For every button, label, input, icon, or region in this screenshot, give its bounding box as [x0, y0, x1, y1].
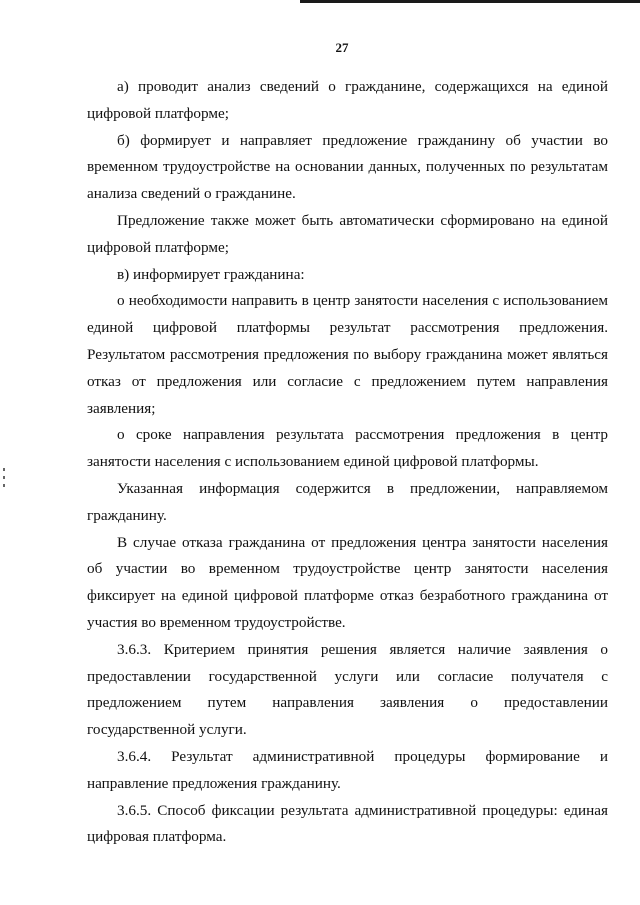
- paragraph-item-a: а) проводит анализ сведений о гражданине, содержащихся на единой цифровой платформе;: [87, 78, 608, 122]
- paragraph-deadline: о сроке направления результата рассмотрения предложения в центр занятости населения с использованием единой цифровой платформы.: [87, 426, 608, 471]
- scan-margin-mark: [3, 484, 5, 487]
- paragraph-refusal: В случае отказа гражданина от предложения центра занятости населения об участии во временном трудоустройстве центр занятости населения фиксирует на единой цифровой платформе отказ безработного гражданина от участия во временном трудоустройстве.: [87, 533, 608, 631]
- paragraph-3-6-5: 3.6.5. Способ фиксации результата административной процедуры: единая цифровая платформа.: [87, 801, 608, 846]
- page-number: 27: [335, 40, 349, 55]
- scan-margin-mark: [3, 468, 5, 471]
- paragraph-3-6-4: 3.6.4. Результат административной процедуры формирование и направление предложения гражданину.: [87, 747, 608, 792]
- scan-margin-mark: [3, 476, 5, 479]
- paragraph-3-6-3: 3.6.3. Критерием принятия решения является наличие заявления о предоставлении государственной услуги или согласие получателя с предложением путем направления заявления о предоставлении государственной услуги.: [87, 640, 608, 739]
- paragraph-auto-proposal: Предложение также может быть автоматически сформировано на единой цифровой платформе;: [87, 211, 608, 256]
- document-body: [87, 74, 608, 851]
- paragraph-info-contained: Указанная информация содержится в предложении, направляемом гражданину.: [87, 479, 608, 524]
- paragraph-item-b: б) формирует и направляет предложение гражданину об участии во временном трудоустройстве на основании данных, полученных по результатам анализа сведений о гражданине.: [87, 131, 608, 203]
- paragraph-item-c: в) информирует гражданина:: [117, 265, 305, 283]
- paragraph-necessity: о необходимости направить в центр занятости населения с использованием единой цифровой платформы результат рассмотрения предложения. Результатом рассмотрения предложения по выбору гражданина может являться отказ от предложения или согласие с предложением путем направления заявления;: [87, 292, 608, 417]
- scan-top-rule: [300, 0, 640, 3]
